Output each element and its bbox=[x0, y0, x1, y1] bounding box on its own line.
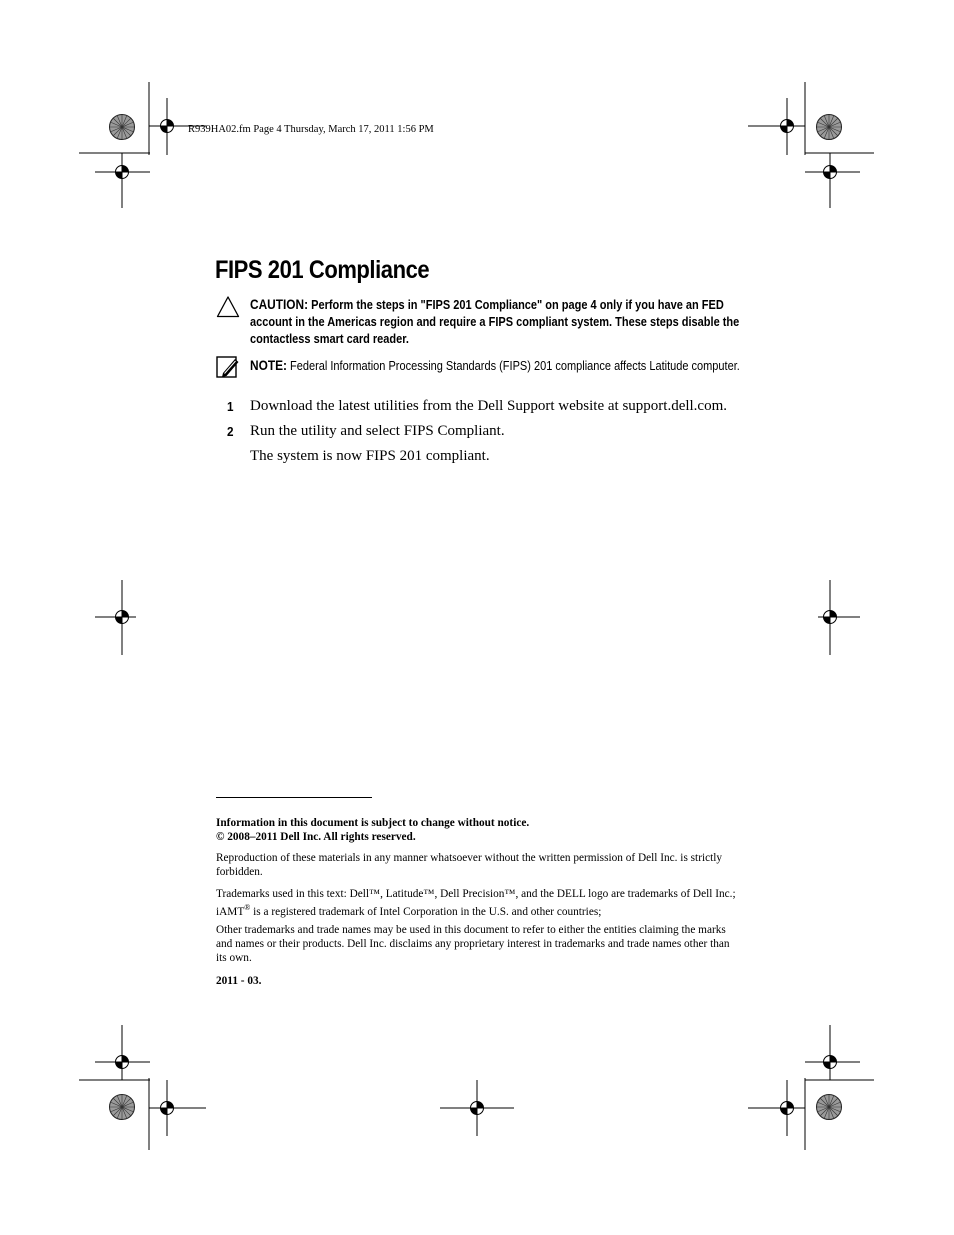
other-trademarks-notice: Other trademarks and trade names may be used in this document to refer to either the entities claiming the marks and names or their products. Dell Inc. disclaims any proprietary interest in trademarks and trade names other than its own. bbox=[216, 924, 730, 964]
caution-label: CAUTION: bbox=[250, 297, 309, 312]
date-code: 2011 - 03. bbox=[216, 975, 262, 987]
note-pencil-icon bbox=[216, 355, 240, 379]
step-number: 1 bbox=[227, 399, 234, 414]
caution-triangle-icon bbox=[216, 295, 240, 319]
file-slug-line: R939HA02.fm Page 4 Thursday, March 17, 2011 1:56 PM bbox=[188, 124, 434, 135]
step-text: Run the utility and select FIPS Compliant. bbox=[250, 423, 505, 439]
caution-notice bbox=[250, 296, 743, 348]
trademark-notice: Trademarks used in this text: Dell™, Latitude™, Dell Precision™, and the DELL logo are trademarks of Dell Inc.; iAMT® is a registered trademark of Intel Corporation in the U.S. and other countries; bbox=[216, 888, 736, 918]
fips-compliant-option: FIPS Compliant bbox=[403, 423, 501, 439]
support-website-link[interactable]: support.dell.com bbox=[622, 398, 724, 414]
note-notice bbox=[250, 357, 743, 375]
step-text: Download the latest utilities from the Dell Support website at support.dell.com. bbox=[250, 398, 728, 414]
change-notice: Information in this document is subject to change without notice. bbox=[216, 817, 530, 829]
page-title: FIPS 201 Compliance bbox=[215, 256, 430, 284]
note-label: NOTE: bbox=[250, 358, 287, 373]
copyright: © 2008–2011 Dell Inc. All rights reserved. bbox=[216, 831, 416, 843]
reproduction-notice: Reproduction of these materials in any manner whatsoever without the written permission of Dell Inc. is strictly forbidden. bbox=[216, 852, 723, 878]
step-number: 2 bbox=[227, 424, 234, 439]
footnote-divider bbox=[216, 797, 372, 798]
caution-text: Perform the steps in "FIPS 201 Compliance" on page 4 only if you have an FED account in the Americas region and require a FIPS compliant system. These steps disable the contactless smart card reader. bbox=[250, 298, 740, 346]
note-text: Federal Information Processing Standards (FIPS) 201 compliance affects Latitude computer. bbox=[290, 359, 740, 373]
result-text: The system is now FIPS 201 compliant. bbox=[250, 448, 490, 464]
